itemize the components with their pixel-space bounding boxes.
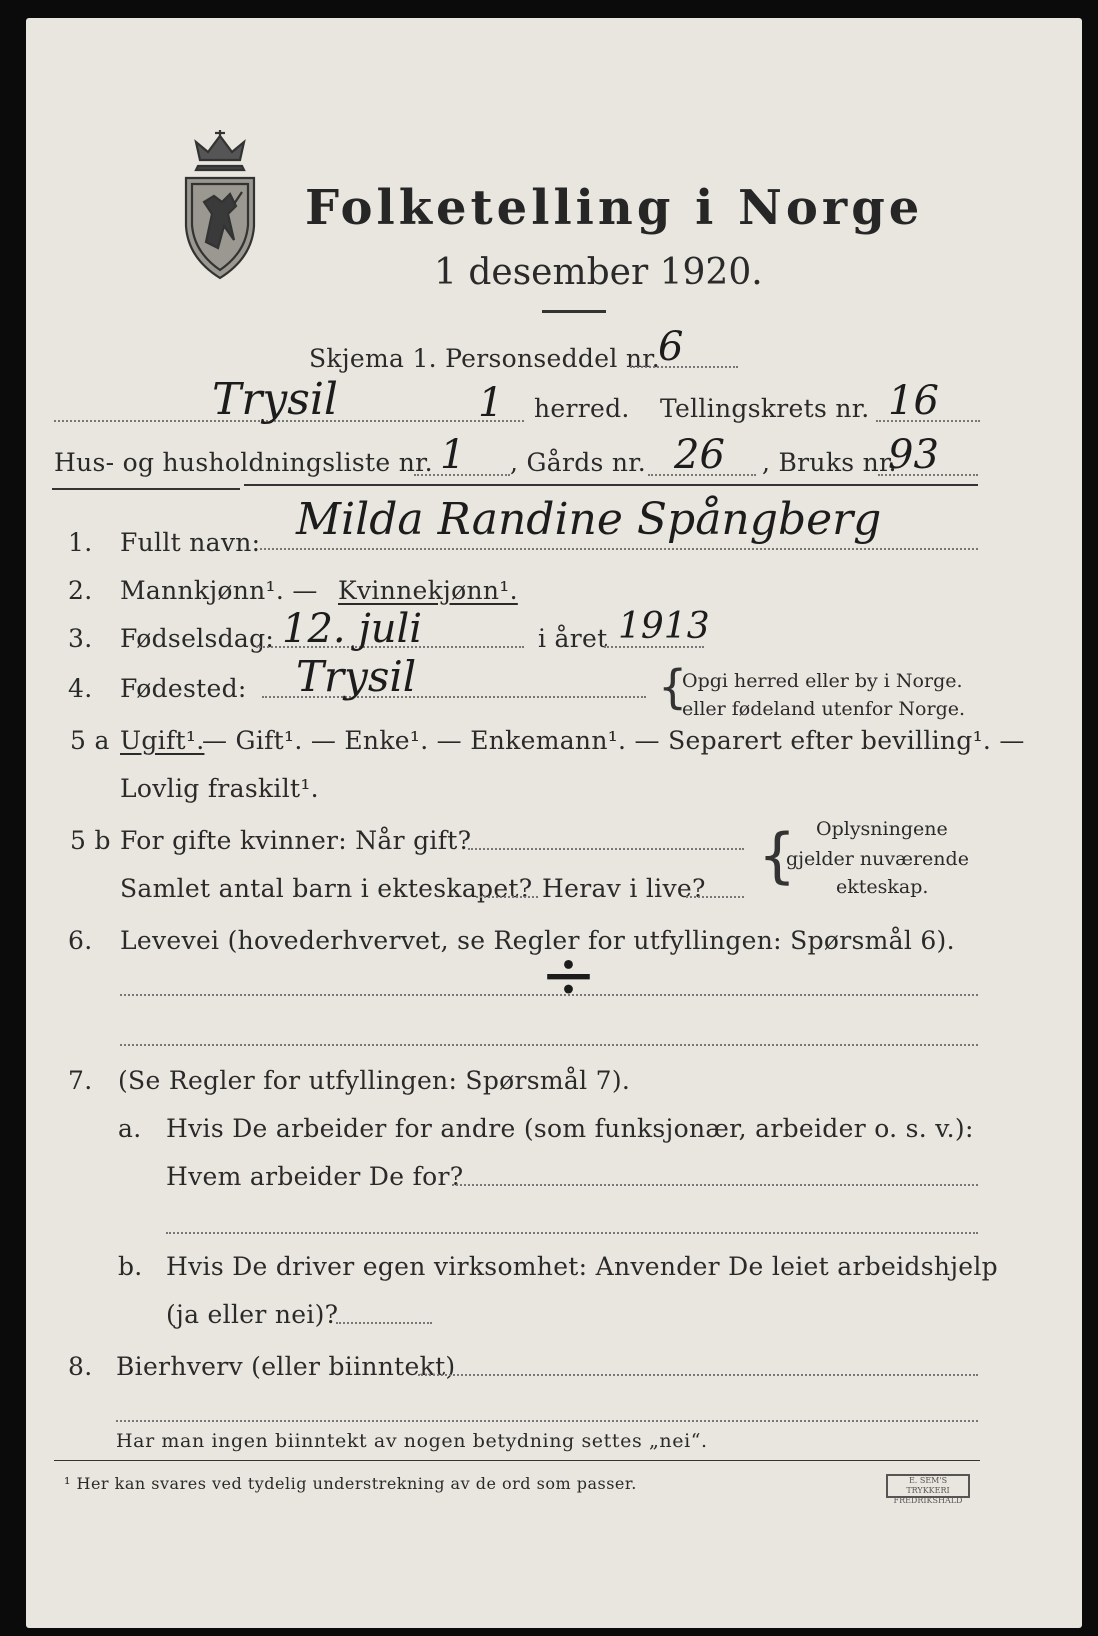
q4-note-line1: Opgi herred eller by i Norge. [682, 670, 963, 692]
q4-number: 4. [68, 674, 93, 703]
q1-number: 1. [68, 528, 93, 557]
q5b-number: 5 b [70, 826, 111, 855]
q7-label: (Se Regler for utfyllingen: Spørsmål 7). [118, 1066, 631, 1095]
form-title: Folketelling i Norge [305, 180, 924, 236]
bruks-label: , Bruks nr. [762, 448, 897, 477]
tellingskrets-label: Tellingskrets nr. [660, 394, 870, 423]
q6-label: Levevei (hovederhvervet, se Regler for utfyllingen: Spørsmål 6). [120, 926, 955, 955]
q7a-line1: Hvis De arbeider for andre (som funksjonær, arbeider o. s. v.): [166, 1114, 974, 1143]
q7b-line2: (ja eller nei)? [166, 1300, 339, 1329]
q6-mark[interactable]: ÷ [540, 936, 597, 1015]
q8-dots-2 [116, 1420, 978, 1422]
q6-dots-2 [120, 1044, 978, 1046]
q7a-line2: Hvem arbeider De for? [166, 1162, 464, 1191]
q1-full-name[interactable]: Milda Randine Spångberg [296, 494, 882, 545]
schema-dots [630, 366, 738, 368]
q5a-number: 5 a [70, 726, 110, 755]
q3-birth-year[interactable]: 1913 [618, 606, 710, 647]
biinntekt-note: Har man ingen biinntekt av nogen betydning settes „nei“. [116, 1430, 708, 1452]
q4-label: Fødested: [120, 674, 247, 703]
q7a-number: a. [118, 1114, 142, 1143]
herred-number[interactable]: 1 [478, 380, 504, 426]
header-rule-left [52, 488, 240, 490]
stamp-line2: FREDRIKSHALD [893, 1496, 963, 1505]
q3-number: 3. [68, 624, 93, 653]
q5b-brace: { [758, 821, 797, 891]
q7a-dots-2 [166, 1232, 978, 1234]
q2-number: 2. [68, 576, 93, 605]
footnote: ¹ Her kan svares ved tydelig understrekning av de ord som passer. [64, 1474, 637, 1493]
census-date: 1 desember 1920. [434, 252, 763, 293]
hus-label: Hus- og husholdningsliste nr. [54, 448, 433, 477]
q5b-note-line1: Oplysningene [816, 818, 948, 840]
q8-label: Bierhverv (eller biinntekt) [116, 1352, 456, 1381]
q7b-dots [336, 1322, 432, 1324]
q5a-options[interactable]: — Gift¹. — Enke¹. — Enkemann¹. — Separert efter bevilling¹. — [202, 726, 1025, 755]
hus-number[interactable]: 1 [440, 432, 466, 478]
q5b-alive-dots [686, 896, 744, 898]
q5b-note-line2: gjelder nuværende [786, 848, 969, 870]
q2-female[interactable]: Kvinnekjønn¹. [338, 576, 518, 605]
stamp-line1: E. SEM'S TRYKKERI [906, 1476, 950, 1495]
q4-birthplace[interactable]: Trysil [296, 652, 417, 701]
q5b-label-alive: Herav i live? [542, 874, 706, 903]
schema-number[interactable]: 6 [658, 324, 684, 370]
q4-brace: { [658, 660, 688, 714]
q3-birthday[interactable]: 12. juli [282, 606, 423, 652]
q8-number: 8. [68, 1352, 93, 1381]
q5b-children-dots [476, 896, 538, 898]
q8-dots-1 [418, 1374, 978, 1376]
tellingskrets-number[interactable]: 16 [888, 378, 939, 424]
q3-label: Fødselsdag: [120, 624, 275, 653]
q5a-ugift[interactable]: Ugift¹. [120, 726, 205, 755]
header-rule-right [244, 484, 978, 486]
q7b-number: b. [118, 1252, 143, 1281]
norway-coat-of-arms-icon [178, 130, 262, 284]
q5b-note-line3: ekteskap. [836, 876, 929, 898]
printer-stamp [886, 1474, 970, 1505]
q1-dots [260, 548, 978, 550]
gards-number[interactable]: 26 [674, 432, 725, 478]
herred-place[interactable]: Trysil [212, 374, 338, 425]
q5a-line2[interactable]: Lovlig fraskilt¹. [120, 774, 319, 803]
q5b-label-children: Samlet antal barn i ekteskapet? [120, 874, 533, 903]
q5b-married-dots [468, 848, 744, 850]
q6-number: 6. [68, 926, 93, 955]
herred-label: herred. [534, 394, 630, 423]
q3-year-label: i året [538, 624, 608, 653]
q7-number: 7. [68, 1066, 93, 1095]
footnote-divider [54, 1460, 980, 1461]
q7a-dots-1 [452, 1184, 978, 1186]
gards-label: , Gårds nr. [510, 448, 647, 477]
schema-label: Skjema 1. Personseddel nr. [309, 344, 661, 373]
q1-label: Fullt navn: [120, 528, 261, 557]
q7b-line1: Hvis De driver egen virksomhet: Anvender De leiet arbeidshjelp [166, 1252, 998, 1281]
census-form [26, 18, 1082, 1628]
q2-male[interactable]: Mannkjønn¹. — [120, 576, 318, 605]
q5b-label-married: For gifte kvinner: Når gift? [120, 826, 472, 855]
bruks-number[interactable]: 93 [888, 432, 939, 478]
title-divider [542, 310, 606, 313]
q4-note-line2: eller fødeland utenfor Norge. [682, 698, 966, 720]
